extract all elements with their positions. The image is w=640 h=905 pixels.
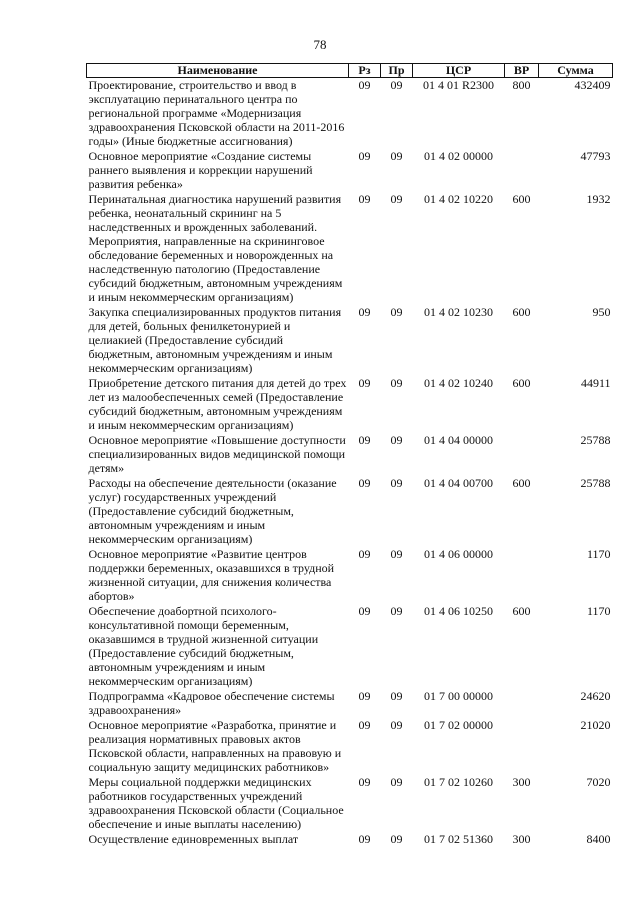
row-name: Обеспечение доабортной психолого-консультативной помощи беременным, оказавшимся в трудной жизненной ситуации (Предоставление субсидий бюджетным, автономным учреждениям и иным некоммерческим организациям) xyxy=(88,604,319,688)
row-name: Закупка специализированных продуктов питания для детей, больных фенилкетонурией и целиакией (Предоставление субсидий бюджетным, автономным учреждениям и иным некоммерческим организациям) xyxy=(88,305,342,375)
header-name: Наименование xyxy=(87,64,349,78)
row-rz: 09 xyxy=(358,775,371,789)
row-pr: 09 xyxy=(390,433,403,447)
row-csr: 01 4 02 10220 xyxy=(424,192,493,206)
table-row xyxy=(87,547,613,604)
row-sum: 24620 xyxy=(580,689,611,703)
row-csr: 01 7 02 10260 xyxy=(424,775,493,789)
row-csr: 01 7 02 51360 xyxy=(424,832,493,846)
row-vr: 600 xyxy=(512,604,531,618)
row-sum: 25788 xyxy=(580,476,611,490)
row-pr: 09 xyxy=(390,149,403,163)
row-pr: 09 xyxy=(390,604,403,618)
row-pr: 09 xyxy=(390,476,403,490)
table-row xyxy=(87,305,613,376)
row-pr: 09 xyxy=(390,376,403,390)
table-row xyxy=(87,433,613,476)
table-row xyxy=(87,718,613,775)
row-name: Основное мероприятие «Создание системы раннего выявления и коррекции нарушений развития ребенка» xyxy=(88,149,313,191)
row-sum: 7020 xyxy=(586,775,611,789)
row-vr: 600 xyxy=(512,376,531,390)
table-row xyxy=(87,604,613,689)
page-number: 78 xyxy=(313,37,327,52)
row-vr: 300 xyxy=(512,832,531,846)
row-name: Основное мероприятие «Развитие центров поддержки беременных, оказавшихся в трудной жизненной ситуации, для снижения количества абортов» xyxy=(88,547,335,603)
row-vr xyxy=(505,433,539,476)
row-pr: 09 xyxy=(390,78,403,92)
header-sum: Сумма xyxy=(539,64,613,78)
table-row xyxy=(87,376,613,433)
table-row xyxy=(87,689,613,718)
table-row xyxy=(87,775,613,832)
row-sum: 44911 xyxy=(580,376,611,390)
row-csr: 01 7 00 00000 xyxy=(424,689,493,703)
row-csr: 01 7 02 00000 xyxy=(424,718,493,732)
header-vr: ВР xyxy=(505,64,539,78)
budget-table xyxy=(86,63,613,847)
row-csr: 01 4 02 10230 xyxy=(424,305,493,319)
row-pr: 09 xyxy=(390,832,403,846)
header-pr: Пр xyxy=(381,64,413,78)
table-row xyxy=(87,832,613,847)
row-rz: 09 xyxy=(358,689,371,703)
row-name: Подпрограмма «Кадровое обеспечение системы здравоохранения» xyxy=(88,689,335,717)
row-name: Основное мероприятие «Повышение доступности специализированных видов медицинской помощи детям» xyxy=(88,433,346,475)
row-name: Перинатальная диагностика нарушений развития ребенка, неонатальный скрининг на 5 наследственных и врожденных заболеваний. Мероприятия, направленные на скрининговое обследование беременных и новорожденных на наследственную патологию (Предоставление субсидий бюджетным, автономным учреждениям и иным некоммерческим организациям) xyxy=(88,192,343,304)
row-csr: 01 4 02 10240 xyxy=(424,376,493,390)
row-name: Расходы на обеспечение деятельности (оказание услуг) государственных учреждений (Предоставление субсидий бюджетным, автономным учреждениям и иным некоммерческим организациям) xyxy=(88,476,337,546)
row-sum: 950 xyxy=(592,305,611,319)
table-header-row xyxy=(87,64,613,78)
row-vr: 600 xyxy=(512,192,531,206)
table-row xyxy=(87,476,613,547)
row-sum: 21020 xyxy=(580,718,611,732)
header-csr: ЦСР xyxy=(413,64,505,78)
row-name: Меры социальной поддержки медицинских работников государственных учреждений здравоохранения Псковской области (Социальное обеспечение и иные выплаты населению) xyxy=(88,775,344,831)
row-name: Осуществление единовременных выплат xyxy=(88,832,299,846)
row-pr: 09 xyxy=(390,775,403,789)
row-csr: 01 4 06 10250 xyxy=(424,604,493,618)
row-rz: 09 xyxy=(358,149,371,163)
row-rz: 09 xyxy=(358,192,371,206)
row-name: Приобретение детского питания для детей до трех лет из малообеспеченных семей (Предоставление субсидий бюджетным, автономным учреждениям и иным некоммерческим организациям) xyxy=(88,376,347,432)
row-pr: 09 xyxy=(390,547,403,561)
row-vr: 600 xyxy=(512,305,531,319)
row-csr: 01 4 04 00700 xyxy=(424,476,493,490)
row-vr xyxy=(505,149,539,192)
row-rz: 09 xyxy=(358,718,371,732)
row-rz: 09 xyxy=(358,305,371,319)
row-pr: 09 xyxy=(390,305,403,319)
row-pr: 09 xyxy=(390,718,403,732)
row-rz: 09 xyxy=(358,547,371,561)
row-sum: 432409 xyxy=(574,78,611,92)
table-row xyxy=(87,192,613,305)
row-rz: 09 xyxy=(358,78,371,92)
row-name: Основное мероприятие «Разработка, принятие и реализация нормативных правовых актов Псковской области, направленных на правовую и социальную защиту медицинских работников» xyxy=(88,718,342,774)
row-sum: 1170 xyxy=(586,547,611,561)
row-vr xyxy=(505,689,539,718)
row-vr: 600 xyxy=(512,476,531,490)
row-sum: 47793 xyxy=(580,149,611,163)
row-csr: 01 4 01 R2300 xyxy=(422,78,494,92)
row-sum: 25788 xyxy=(580,433,611,447)
row-pr: 09 xyxy=(390,689,403,703)
row-rz: 09 xyxy=(358,433,371,447)
table-row xyxy=(87,78,613,150)
table-row xyxy=(87,149,613,192)
row-vr: 800 xyxy=(512,78,531,92)
row-sum: 8400 xyxy=(586,832,611,846)
row-rz: 09 xyxy=(358,376,371,390)
row-pr: 09 xyxy=(390,192,403,206)
row-rz: 09 xyxy=(358,476,371,490)
row-sum: 1932 xyxy=(586,192,611,206)
row-vr: 300 xyxy=(512,775,531,789)
row-csr: 01 4 02 00000 xyxy=(424,149,493,163)
row-name: Проектирование, строительство и ввод в эксплуатацию перинатального центра по региональной программе «Модернизация здравоохранения Псковской области на 2011-2016 годы» (Иные бюджетные ассигнования) xyxy=(88,78,345,148)
row-sum: 1170 xyxy=(586,604,611,618)
row-rz: 09 xyxy=(358,832,371,846)
header-rz: Рз xyxy=(349,64,381,78)
row-rz: 09 xyxy=(358,604,371,618)
row-csr: 01 4 04 00000 xyxy=(424,433,493,447)
row-vr xyxy=(505,547,539,604)
row-vr xyxy=(505,718,539,775)
row-csr: 01 4 06 00000 xyxy=(424,547,493,561)
